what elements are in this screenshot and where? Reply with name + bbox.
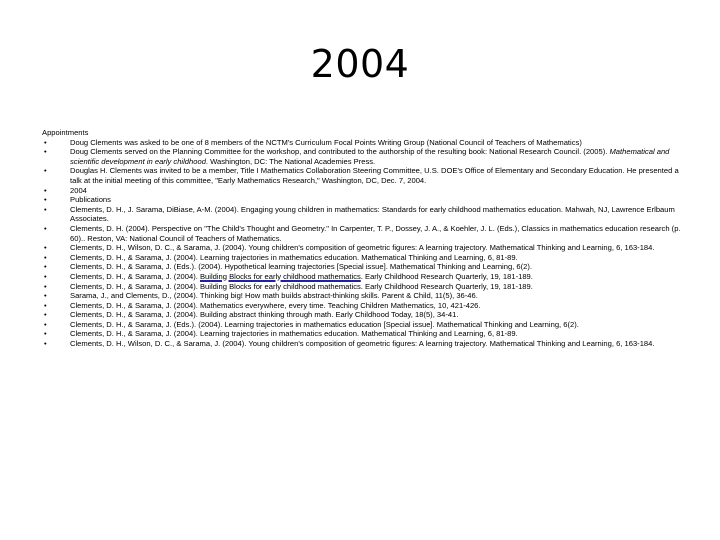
list-item — [42, 329, 682, 339]
item-text: Clements, D. H., & Sarama, J. (2004). Learning trajectories in mathematics education. Mathematical Thinking and Learning, 6, 81-89. — [70, 252, 518, 262]
item-text: Douglas H. Clements was invited to be a member, Title I Mathematics Collaboration Steering Committee, U.S. DOE's Office of Elementary and Secondary Education. He presented a talk at the initial meeting of this committee, "Early Mathematics Research," Washington, DC, Dec. 7, 2004. — [70, 166, 679, 185]
list-item — [42, 320, 682, 330]
item-text: Clements, D. H., & Sarama, J. (2004). Mathematics everywhere, every time. Teaching Children Mathematics, 10, 421-426. — [70, 300, 481, 310]
item-text: Clements, D. H., & Sarama, J. (Eds.). (2004). Hypothetical learning trajectories [Special issue]. Mathematical Thinking and Learning, 6(2). — [70, 262, 533, 272]
list-item — [42, 186, 682, 196]
item-text: Sarama, J., and Clements, D., (2004). Thinking big! How math builds abstract-thinking skills. Parent & Child, 11(5), 36-46. — [70, 291, 478, 301]
item-text: Clements, D. H., & Sarama, J. (2004). Learning trajectories in mathematics education. Mathematical Thinking and Learning, 6, 81-89. — [70, 329, 518, 339]
item-text-after: . Washington, DC: The National Academies Press. — [205, 156, 376, 166]
item-text: Clements, D. H., & Sarama, J. (2004). Building Blocks for early childhood mathematics. Early Childhood Research Quarterly, 19, 181-189. — [70, 281, 533, 291]
list-item — [42, 253, 682, 263]
item-text: Doug Clements was asked to be one of 8 members of the NCTM's Curriculum Focal Points Writing Group (National Council of Teachers of Mathematics) — [70, 137, 582, 147]
item-text: Clements, D. H., & Sarama, J. (2004). — [70, 271, 200, 281]
item-text-after: . Early Childhood Research Quarterly, 19, 181-189. — [360, 271, 533, 281]
list-item — [42, 147, 682, 166]
item-text: Clements, D. H. (2004). Perspective on "The Child's Thought and Geometry." In Carpenter, T. P., Dossey, J. A., & Koehler, J. L. (Eds.), Classics in mathematics education research (p. 60).. Reston, VA: National Council of Teachers of Mathematics. — [70, 223, 681, 243]
item-text: Clements, D. H., Wilson, D. C., & Sarama, J. (2004). Young children's composition of geometric figures: A learning trajectory. Mathematical Thinking and Learning, 6, 163-184. — [70, 243, 655, 253]
item-text: 2004 — [70, 185, 87, 195]
list-item — [42, 205, 682, 224]
list-item — [42, 282, 682, 292]
list-item — [42, 310, 682, 320]
list-item — [42, 272, 682, 282]
list-item — [42, 262, 682, 272]
slide-content — [42, 128, 682, 349]
list-item — [42, 224, 682, 243]
list-item — [42, 339, 682, 349]
section-heading: Appointments — [42, 128, 89, 137]
item-text: Clements, D. H., J. Sarama, DiBiase, A-M. (2004). Engaging young children in mathematics: Standards for early childhood mathematics education. Mahwah, NJ, Lawrence Erlbaum Associates. — [70, 204, 675, 224]
item-text: Clements, D. H., Wilson, D. C., & Sarama, J. (2004). Young children's composition of geometric figures: A learning trajectory. Mathematical Thinking and Learning, 6, 163-184. — [70, 339, 655, 349]
list-item — [42, 138, 682, 148]
item-text: Doug Clements served on the Planning Committee for the workshop, and contributed to the authorship of the resulting book: National Research Council. (2005). — [70, 147, 610, 157]
slide-title: 2004 — [310, 42, 410, 86]
bullet-list — [42, 138, 682, 349]
list-item — [42, 166, 682, 185]
list-item — [42, 291, 682, 301]
list-item — [42, 243, 682, 253]
article-link[interactable]: Building Blocks for early childhood mathematics — [199, 271, 361, 281]
list-item — [42, 301, 682, 311]
item-text: Publications — [70, 195, 111, 205]
book-title: Mathematical and scientific development in early childhood — [70, 147, 670, 166]
list-item — [42, 195, 682, 205]
item-text: Clements, D. H., & Sarama, J. (2004). Building abstract thinking through math. Early Childhood Today, 18(5), 34-41. — [70, 310, 459, 320]
item-text: Clements, D. H., & Sarama, J. (Eds.). (2004). Learning trajectories in mathematics education [Special issue]. Mathematical Thinking and Learning, 6(2). — [70, 319, 579, 329]
